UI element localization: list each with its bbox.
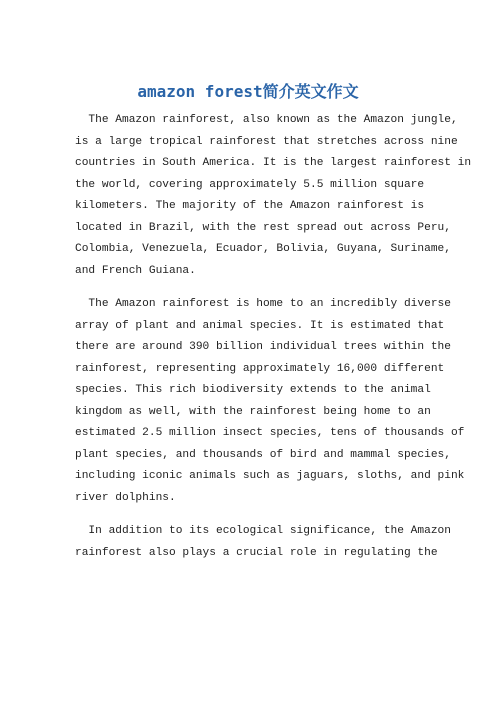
text-line: species. This rich biodiversity extends to the animal: [75, 384, 431, 396]
document-title: amazon forest简介英文作文: [137, 82, 359, 101]
text-line: the world, covering approximately 5.5 million square: [75, 178, 425, 191]
text-line: estimated 2.5 million insect species, tens of thousands of: [75, 427, 465, 439]
text-line: located in Brazil, with the rest spread out across Peru,: [75, 221, 451, 234]
text-line: In addition to its ecological significance, the Amazon: [75, 525, 451, 537]
paragraph-2: [75, 294, 465, 509]
text-line: kingdom as well, with the rainforest being home to an: [75, 405, 431, 418]
text-line: and French Guiana.: [75, 264, 196, 277]
text-line: including iconic animals such as jaguars, sloths, and pink: [75, 470, 465, 482]
text-line: rainforest also plays a crucial role in regulating the: [75, 546, 438, 559]
text-line: The Amazon rainforest is home to an incredibly diverse: [75, 298, 451, 310]
text-line: rainforest, representing approximately 16,000 different: [75, 362, 445, 375]
text-line: Colombia, Venezuela, Ecuador, Bolivia, Guyana, Suriname,: [75, 243, 451, 255]
text-line: plant species, and thousands of bird and mammal species,: [75, 448, 451, 461]
document-body: [75, 110, 472, 576]
text-line: The Amazon rainforest, also known as the Amazon jungle,: [75, 114, 458, 126]
text-line: there are around 390 billion individual trees within the: [75, 341, 451, 353]
text-line: array of plant and animal species. It is estimated that: [75, 319, 445, 332]
text-line: is a large tropical rainforest that stretches across nine: [75, 135, 458, 148]
text-line: kilometers. The majority of the Amazon rainforest is: [75, 200, 425, 212]
text-line: countries in South America. It is the largest rainforest in: [75, 157, 472, 169]
text-line: river dolphins.: [75, 491, 176, 504]
paragraph-1: [75, 110, 472, 282]
paragraph-3: [75, 521, 451, 564]
